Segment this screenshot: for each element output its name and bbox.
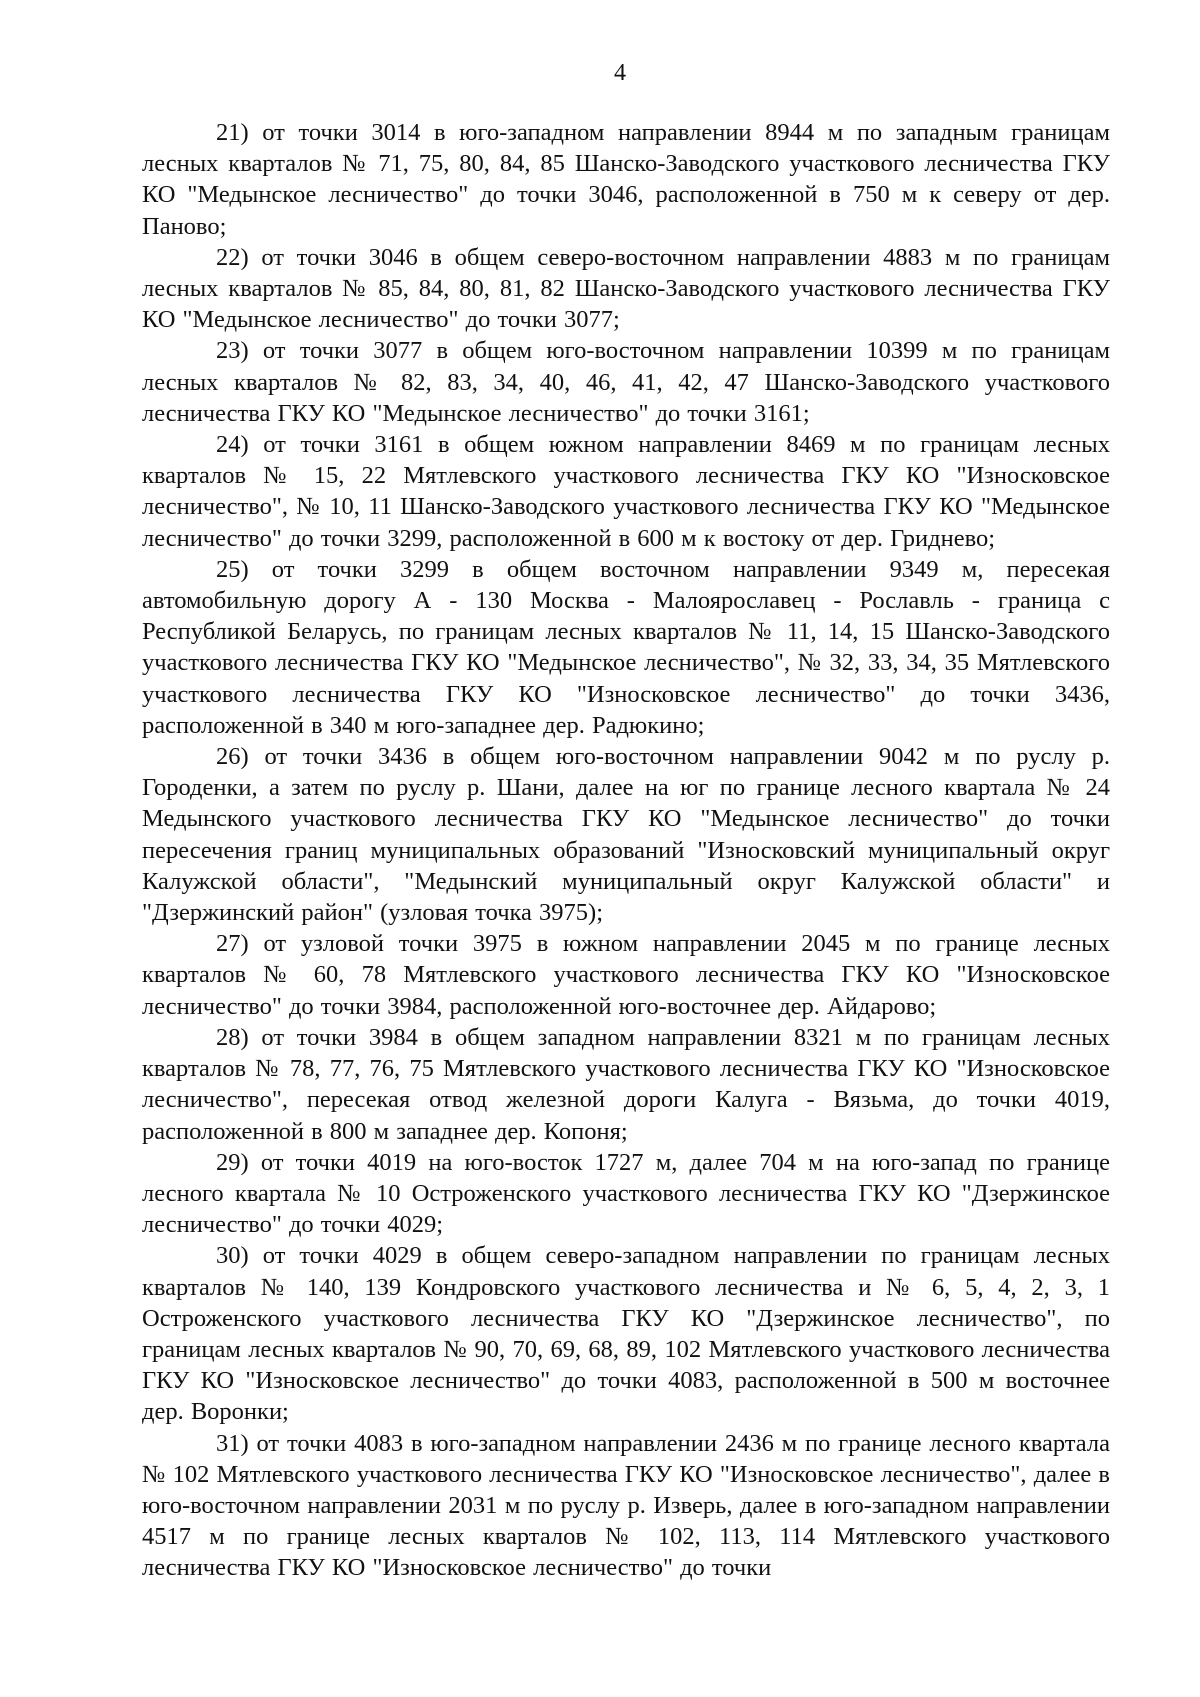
paragraph-item-31: 31) от точки 4083 в юго-западном направлении 2436 м по границе лесного квартала № 102 Мятлевского участкового лесничества ГКУ КО "Износковское лесничество", далее в юго-восточном направлении 2031 м по руслу р. Изверь, далее в юго-западном направлении 4517 м по границе лесных кварталов № 102, 113, 114 Мятлевского участкового лесничества ГКУ КО "Износковское лесничество" до точки: [142, 1429, 1110, 1582]
paragraph-item-27: 27) от узловой точки 3975 в южном направлении 2045 м по границе лесных кварталов № 60, 78 Мятлевского участкового лесничества ГКУ КО "Износковское лесничество" до точки 3984, расположенной юго-восточнее дер. Айдарово;: [142, 930, 1110, 1020]
paragraph-item-23: 23) от точки 3077 в общем юго-восточном направлении 10399 м по границам лесных кварталов № 82, 83, 34, 40, 46, 41, 42, 47 Шанско-Заводского участкового лесничества ГКУ КО "Медынское лесничество" до точки 3161;: [142, 337, 1110, 427]
paragraph-item-29: 29) от точки 4019 на юго-восток 1727 м, далее 704 м на юго-запад по границе лесного квартала № 10 Остроженского участкового лесничества ГКУ КО "Дзержинское лесничество" до точки 4029;: [142, 1148, 1110, 1239]
paragraph-item-21: 21) от точки 3014 в юго-западном направлении 8944 м по западным границам лесных кварталов № 71, 75, 80, 84, 85 Шанско-Заводского участкового лесничества ГКУ КО "Медынское лесничество" до точки 3046, расположенной в 750 м к северу от дер. Паново;: [142, 119, 1110, 240]
paragraph-item-22: 22) от точки 3046 в общем северо-восточном направлении 4883 м по границам лесных кварталов № 85, 84, 80, 81, 82 Шанско-Заводского участкового лесничества ГКУ КО "Медынское лесничество" до точки 3077;: [142, 243, 1110, 334]
paragraph-item-26: 26) от точки 3436 в общем юго-восточном направлении 9042 м по руслу р. Городенки, а затем по руслу р. Шани, далее на юг по границе лесного квартала № 24 Медынского участкового лесничества ГКУ КО "Медынское лесничество" до точки пересечения границ муниципальных образований "Износковский муниципальный округ Калужской области", "Медынский муниципальный округ Калужской области" и "Дзержинский район" (узловая точка 3975);: [142, 743, 1110, 927]
paragraph-item-28: 28) от точки 3984 в общем западном направлении 8321 м по границам лесных кварталов № 78, 77, 76, 75 Мятлевского участкового лесничества ГКУ КО "Износковское лесничество", пересекая отвод железной дороги Калуга - Вязьма, до точки 4019, расположенной в 800 м западнее дер. Копоня;: [142, 1023, 1110, 1145]
paragraph-item-30: 30) от точки 4029 в общем северо-западном направлении по границам лесных кварталов № 140, 139 Кондровского участкового лесничества и № 6, 5, 4, 2, 3, 1 Остроженского участкового лесничества ГКУ КО "Дзержинское лесничество", по границам лесных кварталов № 90, 70, 69, 68, 89, 102 Мятлевского участкового лесничества ГКУ КО "Износковское лесничество" до точки 4083, расположенной в 500 м восточнее дер. Воронки;: [142, 1242, 1110, 1426]
paragraph-item-25: 25) от точки 3299 в общем восточном направлении 9349 м, пересекая автомобильную дорогу А - 130 Москва - Малоярославец - Рославль - граница с Республикой Беларусь, по границам лесных кварталов № 11, 14, 15 Шанско-Заводского участкового лесничества ГКУ КО "Медынское лесничество", № 32, 33, 34, 35 Мятлевского участкового лесничества ГКУ КО "Износковское лесничество" до точки 3436, расположенной в 340 м юго-западнее дер. Радюкино;: [142, 555, 1110, 739]
page-number: 4: [614, 60, 626, 86]
document-body: [142, 117, 1110, 1584]
paragraph-item-24: 24) от точки 3161 в общем южном направлении 8469 м по границам лесных кварталов № 15, 22 Мятлевского участкового лесничества ГКУ КО "Износковское лесничество", № 10, 11 Шанско-Заводского участкового лесничества ГКУ КО "Медынское лесничество" до точки 3299, расположенной в 600 м к востоку от дер. Гриднево;: [142, 431, 1110, 552]
